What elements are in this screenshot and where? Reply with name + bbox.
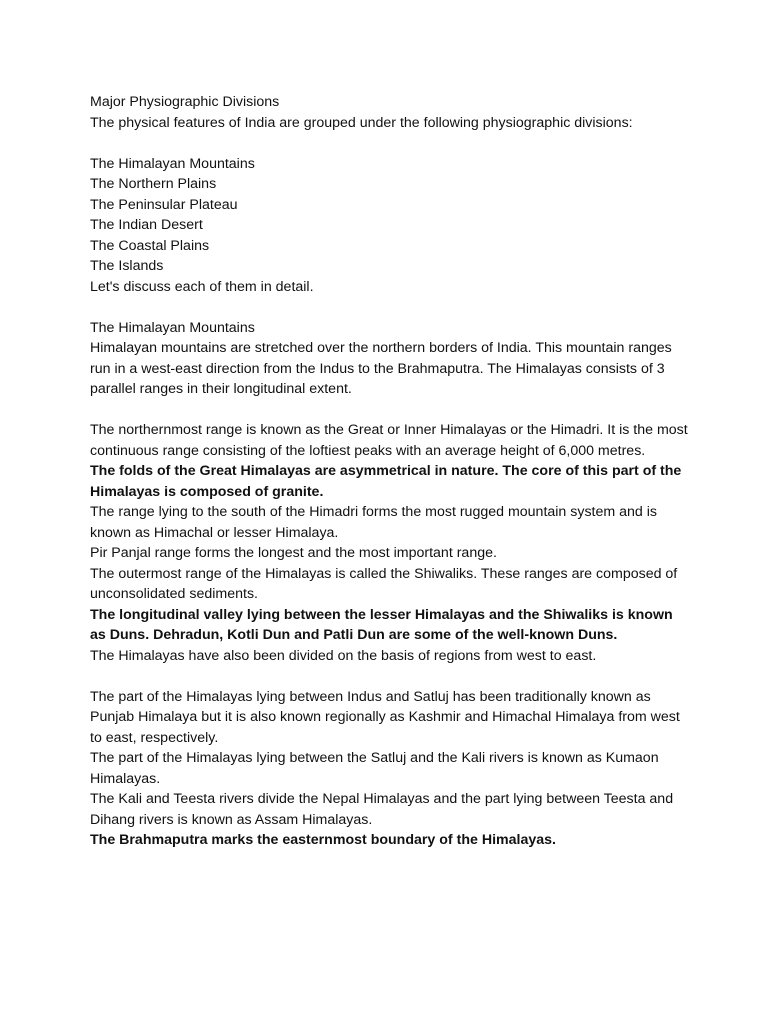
document-page [90,92,690,851]
division-list-item: The Peninsular Plateau [90,196,238,213]
spacer [90,297,690,318]
spacer [90,666,690,687]
paragraph: The part of the Himalayas lying between Indus and Satluj has been traditionally known as Punjab Himalaya but it is also known regionally as Kashmir and Himachal Himalaya from west to east, respectively. [90,688,680,746]
section-heading: The Himalayan Mountains [90,319,255,336]
division-list-item: The Indian Desert [90,217,203,233]
paragraph: The range lying to the south of the Himadri forms the most rugged mountain system and is known as Himachal or lesser Himalaya. [90,504,657,541]
division-list-item: The Northern Plains [90,176,217,192]
paragraph: The part of the Himalayas lying between the Satluj and the Kali rivers is known as Kumaon Himalayas. [90,750,659,787]
division-list-item: The Coastal Plains [90,237,210,254]
bold-paragraph: The longitudinal valley lying between the lesser Himalayas and the Shiwaliks is known as Duns. Dehradun, Kotli Dun and Patli Dun are some of the well-known Duns. [90,606,673,643]
paragraph: The Himalayas have also been divided on the basis of regions from west to east. [90,647,597,664]
division-list-item: The Islands [90,258,164,274]
document-title: Major Physiographic Divisions [90,94,280,110]
paragraph: The northernmost range is known as the Great or Inner Himalayas or the Himadri. It is the most continuous range consisting of the loftiest peaks with an average height of 6,000 metres. [90,422,688,459]
discuss-line: Let's discuss each of them in detail. [90,278,314,295]
spacer [90,400,690,421]
spacer [90,133,690,154]
paragraph: The outermost range of the Himalayas is called the Shiwaliks. These ranges are composed of unconsolidated sediments. [90,565,678,602]
division-list-item: The Himalayan Mountains [90,155,255,172]
bold-paragraph: The Brahmaputra marks the easternmost boundary of the Himalayas. [90,832,556,848]
bold-paragraph: The folds of the Great Himalayas are asymmetrical in nature. The core of this part of the Himalayas is composed of granite. [90,463,682,500]
paragraph: Himalayan mountains are stretched over the northern borders of India. This mountain ranges run in a west-east direction from the Indus to the Brahmaputra. The Himalayas consists of 3 parallel ranges in their longitudinal extent. [90,340,672,397]
paragraph: Pir Panjal range forms the longest and the most important range. [90,545,497,561]
paragraph: The Kali and Teesta rivers divide the Nepal Himalayas and the part lying between Teesta and Dihang rivers is known as Assam Himalayas. [90,791,674,828]
intro-text: The physical features of India are grouped under the following physiographic divisions: [90,114,633,131]
